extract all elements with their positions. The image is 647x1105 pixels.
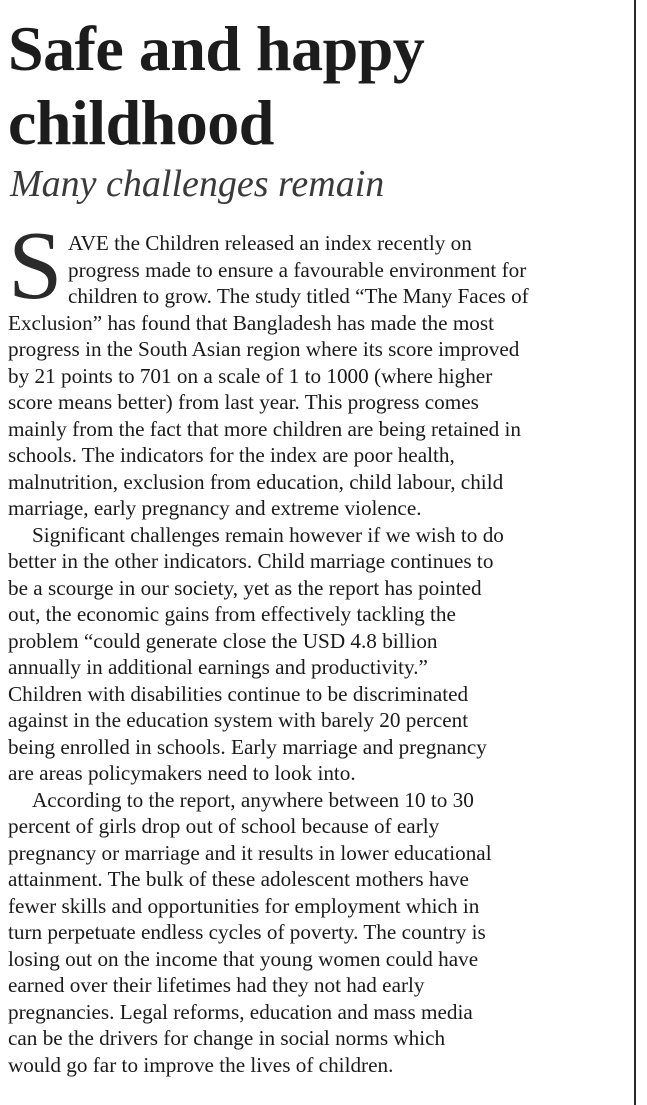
body-line: attainment. The bulk of these adolescent mothers have [8, 867, 469, 891]
body-line: by 21 points to 701 on a scale of 1 to 1000 (where higher [8, 363, 493, 388]
body-line: mainly from the fact that more children are being retained in [8, 416, 522, 441]
body-line: pregnancies. Legal reforms, education and mass media [8, 999, 473, 1024]
subheadline: Many challenges remain [10, 163, 385, 205]
article-body [8, 212, 628, 1078]
body-line: schools. The indicators for the index are poor health, [8, 443, 455, 467]
body-line: would go far to improve the lives of children. [8, 1052, 394, 1077]
body-line: be a scourge in our society, yet as the report has pointed [8, 575, 482, 600]
body-line: According to the report, anywhere between 10 to 30 [32, 787, 474, 812]
body-line: progress made to ensure a favourable environment for [68, 257, 527, 282]
body-line: progress in the South Asian region where its score improved [8, 337, 520, 361]
paragraph-2 [8, 522, 628, 787]
body-line: losing out on the income that young women could have [8, 946, 479, 971]
body-line: Children with disabilities continue to be discriminated [8, 681, 469, 706]
body-line: out, the economic gains from effectively tackling the [8, 602, 456, 626]
body-line: earned over their lifetimes had they not had early [8, 973, 425, 997]
headline-line-1: Safe and happy [8, 13, 425, 84]
body-line: malnutrition, exclusion from education, child labour, child [8, 469, 504, 494]
body-line: percent of girls drop out of school because of early [8, 814, 440, 838]
paragraph-1 [8, 212, 628, 522]
body-line: being enrolled in schools. Early marriage and pregnancy [8, 734, 487, 759]
body-line: score means better) from last year. This progress comes [8, 390, 479, 414]
body-line: Significant challenges remain however if we wish to do [32, 522, 504, 547]
body-line: against in the education system with barely 20 percent [8, 708, 469, 732]
body-line: fewer skills and opportunities for employment which in [8, 893, 480, 918]
body-line: pregnancy or marriage and it results in lower educational [8, 840, 492, 865]
body-line: are areas policymakers need to look into. [8, 761, 356, 785]
headline-line-2: childhood [8, 87, 274, 158]
body-line: problem “could generate close the USD 4.8 billion [8, 628, 438, 653]
body-line: turn perpetuate endless cycles of poverty. The country is [8, 920, 486, 944]
body-line: marriage, early pregnancy and extreme violence. [8, 496, 422, 520]
paragraph-3 [8, 787, 628, 1079]
body-line: can be the drivers for change in social norms which [8, 1026, 446, 1050]
body-line: better in the other indicators. Child marriage continues to [8, 549, 494, 573]
body-line: annually in additional earnings and productivity.” [8, 655, 428, 679]
body-line: AVE the Children released an index recently on [68, 231, 472, 255]
drop-cap: S [8, 212, 63, 320]
body-line: Exclusion” has found that Bangladesh has made the most [8, 310, 495, 335]
body-line: children to grow. The study titled “The Many Faces of [68, 284, 529, 308]
headline [8, 12, 608, 160]
